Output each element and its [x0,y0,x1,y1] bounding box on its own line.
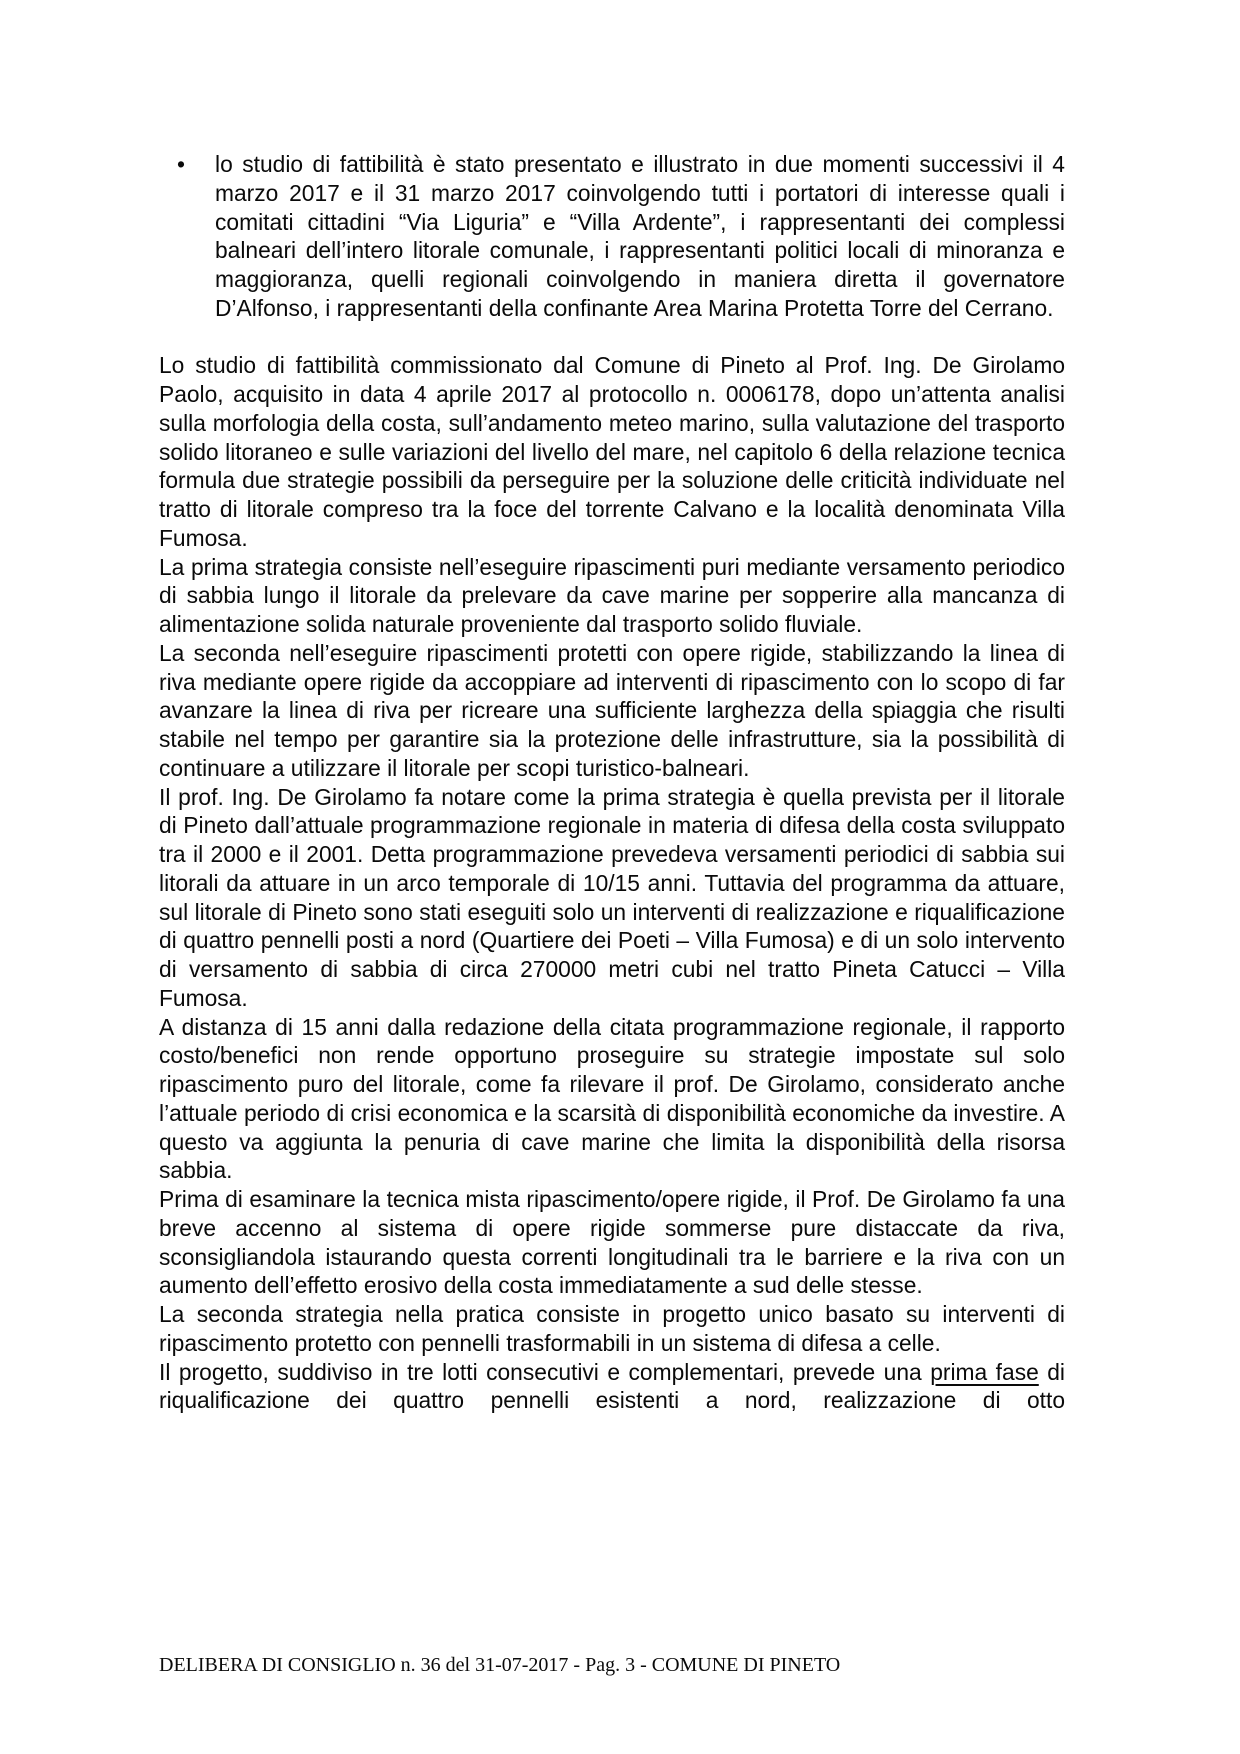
body-paragraph-2: La prima strategia consiste nell’eseguire ripascimenti puri mediante versamento periodico di sabbia lungo il litorale da prelevare da cave marine per sopperire alla mancanza di alimentazione solida naturale proveniente dal trasporto solido fluviale. [159,553,1065,637]
paragraph-8-text-before: Il progetto, suddiviso in tre lotti consecutivi e complementari, prevede una [159,1358,931,1385]
page-footer: DELIBERA DI CONSIGLIO n. 36 del 31-07-2017 - Pag. 3 - COMUNE DI PINETO [159,1654,841,1676]
bullet-item-text: lo studio di fattibilità è stato presentato e illustrato in due momenti successivi il 4 marzo 2017 e il 31 marzo 2017 coinvolgendo tutti i portatori di interesse quali i comitati cittadini “Via Liguria” e “Villa Ardente”, i rappresentanti dei complessi balneari dell’intero litorale comunale, i rappresentanti politici locali di minoranza e maggioranza, quelli regionali coinvolgendo in maniera diretta il governatore D’Alfonso, i rappresentanti della confinante Area Marina Protetta Torre del Cerrano. [215,151,1065,321]
body-paragraph-3: La seconda nell’eseguire ripascimenti protetti con opere rigide, stabilizzando la linea di riva mediante opere rigide da accoppiare ad interventi di ripascimento con lo scopo di far avanzare la linea di riva per ricreare una sufficiente larghezza della spiaggia che risulti stabile nel tempo per garantire sia la protezione delle infrastrutture, sia la possibilità di continuare a utilizzare il litorale per scopi turistico-balneari. [159,639,1065,781]
body-paragraph-7: La seconda strategia nella pratica consiste in progetto unico basato su interventi di ripascimento protetto con pennelli trasformabili in un sistema di difesa a celle. [159,1301,1065,1356]
paragraph-8-text-after: di riqualificazione dei quattro pennelli esistenti a nord, realizzazione di otto [159,1358,1066,1414]
body-paragraph-1: Lo studio di fattibilità commissionato dal Comune di Pineto al Prof. Ing. De Girolamo Paolo, acquisito in data 4 aprile 2017 al protocollo n. 0006178, dopo un’attenta analisi sulla morfologia della costa, sull’andamento meteo marino, sulla valutazione del trasporto solido litoraneo e sulle variazioni del livello del mare, nel capitolo 6 della relazione tecnica formula due strategie possibili da perseguire per la soluzione delle criticità individuate nel tratto di litorale compreso tra la foce del torrente Calvano e la località denominata Villa Fumosa. [159,352,1065,551]
document-content [159,150,1065,1415]
blank-line-spacer [159,323,1065,352]
body-paragraph-5: A distanza di 15 anni dalla redazione della citata programmazione regionale, il rapporto costo/benefici non rende opportuno proseguire su strategie impostate sul solo ripascimento puro del litorale, come fa rilevare il prof. De Girolamo, considerato anche l’attuale periodo di crisi economica e la scarsità di disponibilità economiche da investire. A questo va aggiunta la penuria di cave marine che limita la disponibilità della risorsa sabbia. [159,1013,1065,1184]
body-paragraph-8 [159,1358,1065,1416]
body-paragraph-6: Prima di esaminare la tecnica mista ripascimento/opere rigide, il Prof. De Girolamo fa una breve accenno al sistema di opere rigide sommerse pure distaccate da riva, sconsigliandola istaurando questa correnti longitudinali tra le barriere e la riva con un aumento dell’effetto erosivo della costa immediatamente a sud delle stesse. [159,1186,1065,1299]
bullet-icon: • [177,151,185,177]
bullet-list-item [159,150,1065,323]
underlined-phrase: prima fase [930,1358,1039,1385]
body-paragraph-4: Il prof. Ing. De Girolamo fa notare come la prima strategia è quella prevista per il litorale di Pineto dall’attuale programmazione regionale in materia di difesa della costa sviluppato tra il 2000 e il 2001. Detta programmazione prevedeva versamenti periodici di sabbia sui litorali da attuare in un arco temporale di 10/15 anni. Tuttavia del programma da attuare, sul litorale di Pineto sono stati eseguiti solo un interventi di realizzazione e riqualificazione di quattro pennelli posti a nord (Quartiere dei Poeti – Villa Fumosa) e di un solo intervento di versamento di sabbia di circa 270000 metri cubi nel tratto Pineta Catucci – Villa Fumosa. [159,783,1065,1011]
